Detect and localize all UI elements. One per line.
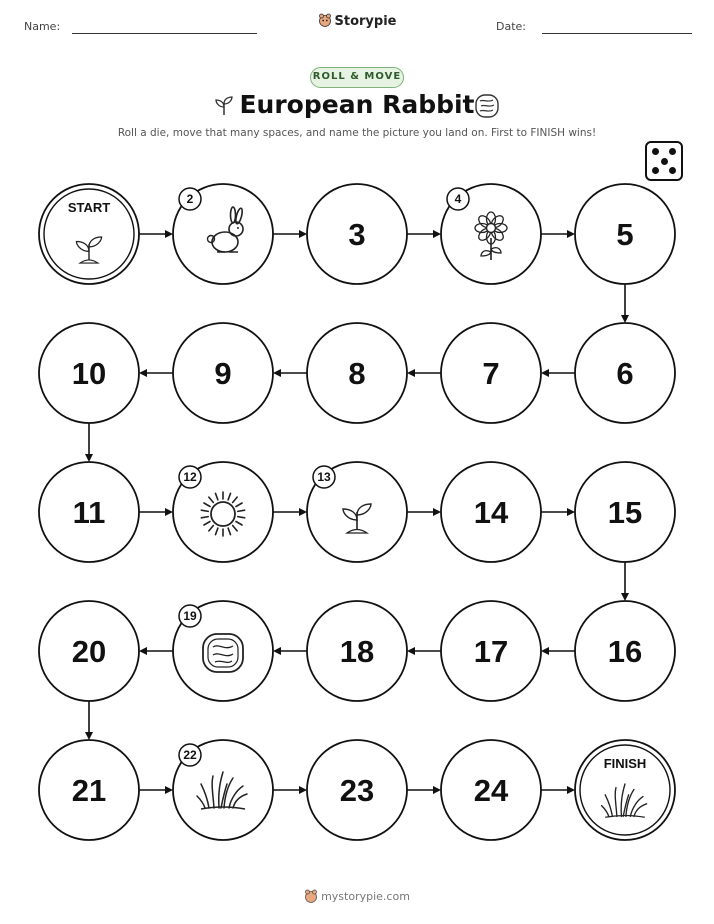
arrow-head-icon (433, 508, 441, 516)
board-space (441, 184, 541, 284)
space-number: 17 (473, 634, 509, 669)
board-space (39, 184, 139, 284)
board-space (39, 601, 139, 701)
arrow-head-icon (85, 732, 93, 740)
board-space (39, 462, 139, 562)
arrow-head-icon (299, 786, 307, 794)
arrow-head-icon (165, 786, 173, 794)
space-number: 9 (214, 356, 232, 391)
board-space (575, 740, 675, 840)
board-space (575, 184, 675, 284)
board-space (441, 601, 541, 701)
arrow-head-icon (139, 369, 147, 377)
space-number: 11 (72, 495, 106, 530)
board-space (441, 740, 541, 840)
board-space (307, 462, 407, 562)
space-number: 7 (482, 356, 500, 391)
space-number: 2 (186, 192, 194, 206)
space-number: 5 (616, 217, 634, 252)
arrow-head-icon (433, 230, 441, 238)
space-number: 6 (616, 356, 634, 391)
space-number: 8 (348, 356, 366, 391)
arrow-head-icon (165, 508, 173, 516)
instructions: Roll a die, move that many spaces, and name the picture you land on. First to FINISH wins! (117, 127, 597, 139)
storypie-mascot-icon (304, 889, 318, 903)
space-number: 4 (454, 192, 462, 206)
board-space (173, 601, 273, 701)
arrow-head-icon (407, 369, 415, 377)
date-label: Date: (496, 20, 526, 33)
arrow-head-icon (85, 454, 93, 462)
board-space (575, 462, 675, 562)
space-number: 15 (607, 495, 643, 530)
arrow-head-icon (299, 230, 307, 238)
arrow-head-icon (567, 508, 575, 516)
arrow-head-icon (139, 647, 147, 655)
board-space (575, 323, 675, 423)
arrow-head-icon (621, 315, 629, 323)
game-type-badge: ROLL & MOVE (310, 67, 404, 88)
arrow-head-icon (433, 786, 441, 794)
brand-name: Storypie (334, 14, 397, 29)
board-space (173, 740, 273, 840)
space-number: 19 (183, 609, 197, 623)
space-circle (575, 740, 675, 840)
arrow-head-icon (621, 593, 629, 601)
arrow-head-icon (273, 647, 281, 655)
start-label: START (67, 200, 111, 215)
board-space (173, 323, 273, 423)
space-number: 18 (339, 634, 375, 669)
board-space (39, 323, 139, 423)
arrow-head-icon (567, 230, 575, 238)
board-space (307, 323, 407, 423)
board-space (39, 740, 139, 840)
space-number: 3 (348, 217, 366, 252)
arrow-head-icon (541, 647, 549, 655)
arrow-head-icon (407, 647, 415, 655)
footer (0, 889, 714, 903)
space-number: 13 (317, 470, 331, 484)
board-space (307, 184, 407, 284)
space-number: 12 (183, 470, 197, 484)
space-number: 10 (71, 356, 107, 391)
space-number: 24 (473, 773, 509, 808)
footer-url[interactable]: mystorypie.com (321, 890, 410, 903)
space-number: 16 (607, 634, 643, 669)
board-space (307, 740, 407, 840)
board-space (307, 601, 407, 701)
arrow-head-icon (165, 230, 173, 238)
space-number: 22 (183, 748, 197, 762)
page-title: European Rabbit (239, 90, 475, 119)
space-number: 14 (473, 495, 509, 530)
space-number: 20 (71, 634, 107, 669)
space-number: 21 (71, 773, 107, 808)
board-space (173, 462, 273, 562)
finish-label: FINISH (603, 756, 647, 771)
arrow-head-icon (299, 508, 307, 516)
board-space (441, 462, 541, 562)
board-space (575, 601, 675, 701)
name-label: Name: (24, 20, 61, 33)
board-space (441, 323, 541, 423)
space-number: 23 (339, 773, 375, 808)
space-circle (39, 184, 139, 284)
arrow-head-icon (541, 369, 549, 377)
board-space (173, 184, 273, 284)
arrow-head-icon (273, 369, 281, 377)
arrow-head-icon (567, 786, 575, 794)
